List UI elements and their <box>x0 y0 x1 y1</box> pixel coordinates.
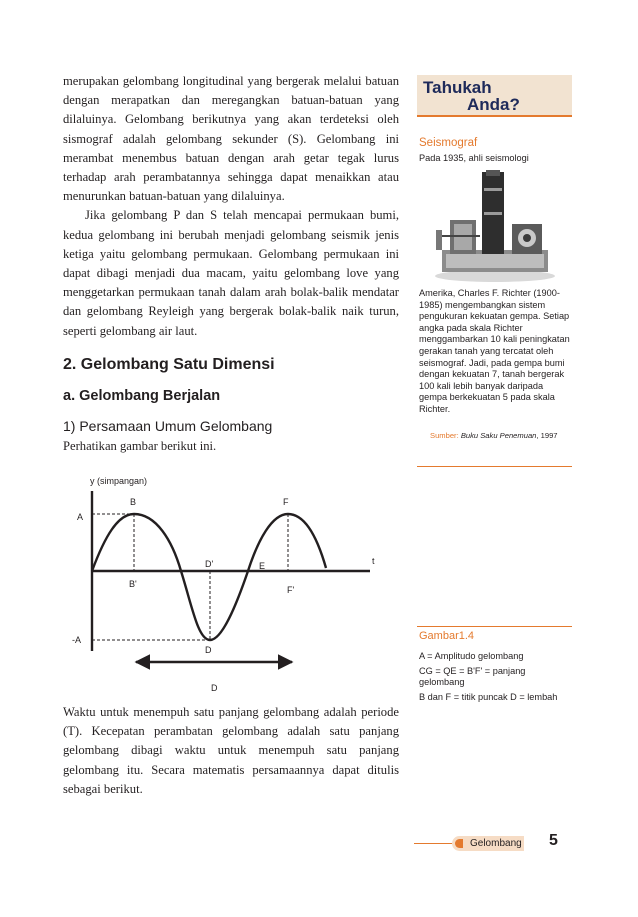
label-b: B <box>130 497 137 507</box>
paragraph-period: Waktu untuk menempuh satu panjang gelombang adalah periode (T). Kecepatan perambatan gelombang adalah satu panjang gelombang dibagi waktu untuk menempuh satu panjang gelombang itu. Secara matematis persamaannya dapat ditulis sebagai berikut. <box>63 705 399 796</box>
sidebar-text-2: Amerika, Charles F. Richter (1900-1985) mengembangkan sistem pengukuran kekuatan gempa. Setiap angka pada skala Richter menggambarkan 10 kali peningkatan gerakan tanah yang tercatat oleh seismograf. Jadi, pada gempa bumi dengan kekuatan 7, tanah bergerak 100 kali lebih banyak daripada gempa berkekuatan 5 pada skala Richter. <box>419 288 570 414</box>
gambar-line-2: CG = QE = B'F' = panjang gelombang <box>419 665 526 688</box>
label-d-trough: D <box>205 645 212 655</box>
tahukah-title-2: Anda? <box>467 95 520 114</box>
source-year: , 1997 <box>536 431 558 440</box>
wave-figure <box>60 476 400 700</box>
sidebar-divider-1 <box>417 466 572 467</box>
gambar-line-1: A = Amplitudo gelombang <box>419 651 524 661</box>
sidebar-divider-2 <box>417 626 572 627</box>
source-label: Sumber: <box>430 431 459 440</box>
seismograf-title: Seismograf <box>419 137 478 149</box>
subsection-heading: a. Gelombang Berjalan <box>63 387 221 404</box>
source-line <box>430 431 575 440</box>
gambar-line-3: B dan F = titik puncak D = lembah <box>419 691 558 702</box>
label-e: E <box>259 561 266 571</box>
sidebar-text-1: Pada 1935, ahli seismologi <box>419 153 529 163</box>
paragraph-surface-waves: Jika gelombang P dan S telah mencapai permukaan bumi, kedua gelombang ini berubah menjadi gelombang seismik jenis ketiga yaitu gelombang permukaan. Gelombang permukaan ini dapat dibagi menjadi dua macam, yaitu gelombang love yang menggetarkan permukaan tanah dalam arah bolak-balik mendatar dan gelombang Reyleigh yang bergerak bolak-balik naik turun, seperti gelombang air laut. <box>63 208 399 338</box>
page-number: 5 <box>549 832 558 849</box>
bottom-text <box>63 703 399 799</box>
gambar-title: Gambar1.4 <box>419 630 475 642</box>
label-a-neg: -A <box>72 635 81 645</box>
paragraph-p-waves: merupakan gelombang longitudinal yang bergerak melalui batuan dengan merapatkan dan meregangkan batuan-batuan yang dilaluinya. Gelombang berikutnya yang akan terdeteksi oleh sismograf adalah gelombang sekunder (S). Gelombang ini merambat menembus batuan dengan arah getar tegak lurus terhadap arah perambatannya sehingga dapat menaikkan atau menurunkan batuan-batuan yang dilaluinya. <box>63 74 399 204</box>
label-t: t <box>372 556 375 566</box>
label-b-prime: B' <box>129 579 137 589</box>
figure-intro: Perhatikan gambar berikut ini. <box>63 438 217 453</box>
source-title: Buku Saku Penemuan <box>460 431 537 440</box>
label-a-pos: A <box>77 512 84 522</box>
label-d-prime: D' <box>205 559 214 569</box>
seismograph-photo <box>430 166 560 284</box>
label-f-prime: F' <box>287 585 295 595</box>
tahukah-title-1: Tahukah <box>423 78 492 97</box>
gambar-caption <box>419 651 571 703</box>
wave-curve <box>92 514 326 640</box>
section-heading: 2. Gelombang Satu Dimensi <box>63 355 275 373</box>
main-column <box>63 72 399 456</box>
label-f: F <box>283 497 289 507</box>
subsubsection-heading: 1) Persamaan Umum Gelombang <box>63 417 273 434</box>
footer-label: Gelombang <box>470 838 522 849</box>
footer-marker-icon <box>455 839 463 848</box>
tahukah-box <box>417 75 572 117</box>
y-axis-label: y (simpangan) <box>90 476 148 486</box>
label-d-arrow: D <box>211 683 218 693</box>
